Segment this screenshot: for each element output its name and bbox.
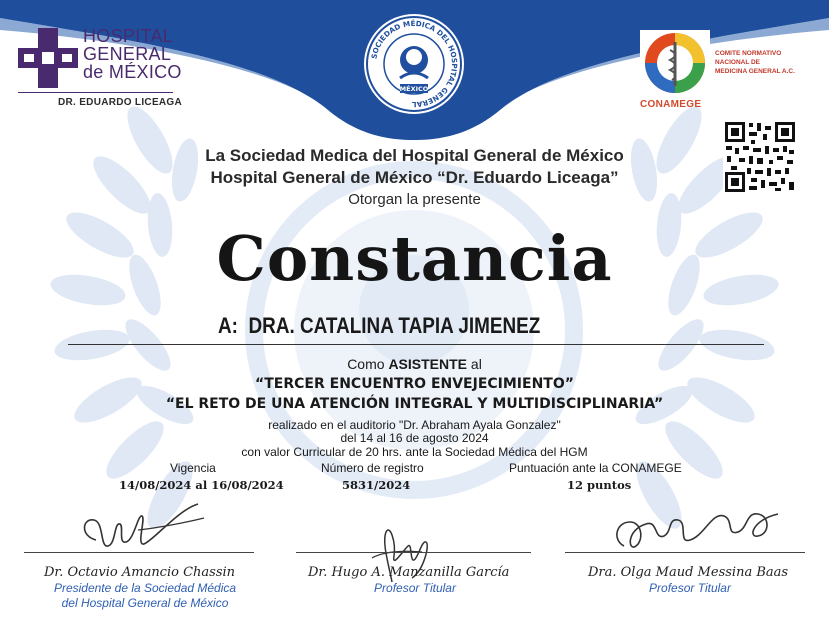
event-title-line-2: “EL RETO DE UNA ATENCIÓN INTEGRAL Y MULTIDISCIPLINARIA” bbox=[165, 396, 664, 412]
medical-seal-icon bbox=[362, 12, 466, 116]
vigencia-label: Vigencia bbox=[170, 461, 216, 475]
participation-role: ASISTENTE bbox=[388, 356, 468, 372]
recipient-prefix: A: bbox=[218, 313, 238, 338]
puntuacion-label: Puntuación ante la CONAMEGE bbox=[509, 461, 682, 475]
puntuacion-value: 12 puntos bbox=[567, 478, 632, 492]
hgm-logo-subtitle: DR. EDUARDO LICEAGA bbox=[58, 97, 183, 108]
svg-text:MÉXICO: MÉXICO bbox=[399, 85, 429, 93]
svg-text:SOCIEDAD MÉDICA DEL HOSPITAL G: SOCIEDAD MÉDICA DEL HOSPITAL GENERAL bbox=[369, 18, 460, 110]
event-credit: con valor Curricular de 20 hrs. ante la Sociedad Médica del HGM bbox=[241, 445, 588, 459]
signatory-2-role: Profesor Titular bbox=[374, 581, 456, 595]
participation-line bbox=[0, 356, 829, 372]
hgm-name-line-2: GENERAL bbox=[83, 44, 172, 64]
hgm-logo-name bbox=[83, 27, 182, 81]
al-text: al bbox=[470, 356, 482, 372]
signature-1-icon bbox=[78, 500, 218, 560]
event-dates: del 14 al 16 de agosto 2024 bbox=[340, 431, 489, 445]
signatory-1-name: Dr. Octavio Amancio Chassin bbox=[44, 565, 236, 580]
signatory-3-name: Dra. Olga Maud Messina Baas bbox=[588, 565, 789, 580]
signature-line-2 bbox=[296, 552, 531, 553]
certificate-title: Constancia bbox=[216, 222, 613, 295]
signatory-3-role: Profesor Titular bbox=[649, 581, 731, 595]
signatory-2-name: Dr. Hugo A. Manzanilla García bbox=[308, 565, 510, 580]
recipient-name: DRA. CATALINA TAPIA JIMENEZ bbox=[248, 313, 541, 338]
hgm-name-line-3: de MÉXICO bbox=[83, 62, 182, 82]
event-venue: realizado en el auditorio "Dr. Abraham Ayala Gonzalez" bbox=[268, 418, 561, 432]
recipient bbox=[218, 313, 540, 339]
como-text: Como bbox=[347, 356, 385, 372]
conamege-text-line-2: NACIONAL DE bbox=[715, 59, 761, 66]
conamege-name: CONAMEGE bbox=[640, 99, 702, 110]
issuer-line-1: La Sociedad Medica del Hospital General de México bbox=[205, 146, 624, 165]
signatory-1-role-line-1: Presidente de la Sociedad Médica bbox=[53, 581, 237, 595]
signatory-1-role-line-2: del Hospital General de México bbox=[61, 596, 229, 610]
cross-logo-icon bbox=[18, 28, 78, 88]
event-title-line-1: “TERCER ENCUENTRO ENVEJECIMIENTO” bbox=[255, 376, 574, 392]
issuer-line-3: Otorgan la presente bbox=[348, 191, 481, 208]
conamege-text-line-1: COMITE NORMATIVO bbox=[715, 50, 782, 57]
signature-line-1 bbox=[24, 552, 254, 553]
recipient-rule bbox=[68, 344, 764, 345]
issuer-line-2: Hospital General de México “Dr. Eduardo Liceaga” bbox=[210, 168, 619, 187]
hgm-name-line-1: HOSPITAL bbox=[83, 26, 174, 46]
registro-value: 5831/2024 bbox=[342, 478, 411, 492]
registro-label: Número de registro bbox=[321, 461, 424, 475]
hgm-logo-divider bbox=[18, 92, 173, 93]
conamege-description bbox=[715, 49, 795, 76]
conamege-text-line-3: MEDICINA GENERAL A.C. bbox=[715, 68, 795, 75]
caduceus-logo-icon bbox=[640, 30, 710, 96]
signature-line-3 bbox=[565, 552, 805, 553]
vigencia-value: 14/08/2024 al 16/08/2024 bbox=[119, 478, 284, 492]
